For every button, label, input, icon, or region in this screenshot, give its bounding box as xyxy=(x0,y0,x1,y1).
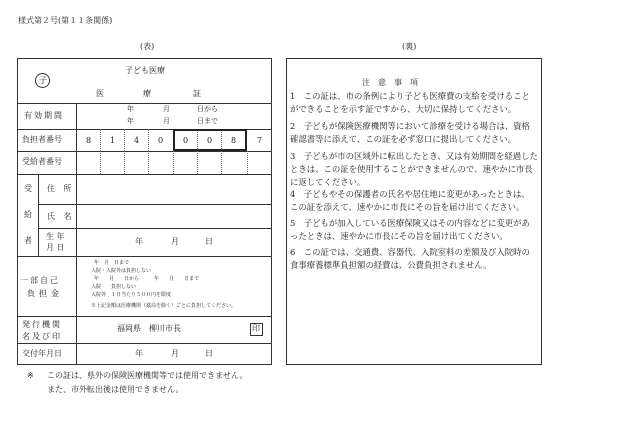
label-separator xyxy=(76,103,77,174)
payer-number-label: 負担者番号 xyxy=(22,135,62,144)
copay-note: ※上記金額は医療機関（薬局を除く）ごとに負担してください。 xyxy=(91,303,237,309)
row-divider xyxy=(17,151,272,152)
child-mark: 子 xyxy=(39,76,47,85)
cert-char: 医 xyxy=(96,89,104,98)
note-item: 2 子どもが保険医療機関等において診療を受ける場合は、資格確認書等に添えて、この証を必ず窓口に提出してください。 xyxy=(290,121,530,144)
payer-digit: 4 xyxy=(134,136,140,145)
validity-label: 有効期間 xyxy=(24,111,64,120)
row-divider xyxy=(17,316,272,317)
note-item: 5 子どもが加入している医療保険又はその内容などに変更があったときは、速やかに市長にその旨を届け出てください。 xyxy=(290,218,530,241)
form-page: 様式第２号(第１１条関係) (表) (裏) 子 子ども医療 医 療 証 有効期間 年 月 日から 年 月 日まで 負担者番号 8 1 4 0 0 0 8 7 受給者番号 受 給 者 住 所 氏 名 生 年 月 日 年 月 日 一部自己 負担金 年 月 日まで 入院・入院外は負担しない 年 月 日から 年 月 日まで 入院 負担しない 入院外 １日当たり５００円を限度 ※上記金額は医療機関（薬局を除く）ごとに負担してください。 発行機関 名及び印 福岡県 柳川市長 印 交付年月日 年 月 日 注 意 事 項 1 この証は、市の条例により子ども医療費の支給を受けることができることを示す証ですから、大切に保持してください。 2 子どもが保険医療機関等において診療を受ける場合は、資格確認書等に添えて、この証を必ず窓口に提出してください。 3 子どもが市の区域外に転出したとき、又は有効期間を経過したときは、この証を使用することができませんので、速やかに市長に返してください。 4 子どもやその保護者の氏名や居住地に変更があったときは、この証を添えて、速やかに市長にその旨を届け出てください。 5 子どもが加入している医療保険又はその内容などに変更があったときは、速やかに市長にその旨を届け出てください。 6 この証では、交通費、容器代、入院室料の差額及び入院時の食事療養標準負担額の経費は、公費負担されません。 ※ この証は、県外の保険医療機関等では使用できません。 また、市外転出後は使用できません。 xyxy=(0,0,630,439)
row-divider xyxy=(38,228,272,229)
issuer-label: 名及び印 xyxy=(22,332,62,341)
row-divider xyxy=(17,174,272,175)
copay-label: 負担金 xyxy=(27,289,63,298)
seal-icon: 印 xyxy=(252,324,260,333)
note-item: 1 この証は、市の条例により子ども医療費の支給を受けることができることを示す証ですから、大切に保持してください。 xyxy=(290,91,530,114)
payer-digit: 8 xyxy=(231,136,237,145)
label-separator xyxy=(76,256,77,365)
row-divider xyxy=(17,103,272,104)
footnote-line: この証は、県外の保険医療機関等では使用できません。 xyxy=(47,371,248,380)
payer-digit: 0 xyxy=(158,136,164,145)
back-side-label: (裏) xyxy=(402,42,417,51)
notes-heading: 注 意 事 項 xyxy=(362,78,418,87)
label-separator xyxy=(76,174,77,256)
payer-digit: 0 xyxy=(183,136,189,145)
note-item: 3 子どもが市の区域外に転出したとき、又は有効期間を経過したときは、この証を使用することができませんので、速やかに市長に返してください。 xyxy=(290,151,538,187)
cert-char: 証 xyxy=(193,89,201,98)
note-item: 6 この証では、交通費、容器代、入院室料の差額及び入院時の食事療養標準負担額の経費は、公費負担されません。 xyxy=(290,247,530,270)
form-number: 様式第２号(第１１条関係) xyxy=(18,16,113,25)
label-separator xyxy=(38,174,39,256)
row-divider xyxy=(38,204,272,205)
recipient-side-char: 給 xyxy=(24,210,32,219)
recipient-side-char: 者 xyxy=(24,236,32,245)
issue-date-label: 交付年月日 xyxy=(22,349,62,358)
copay-line: 入院・入院外は負担しない xyxy=(91,268,152,274)
payer-digit: 7 xyxy=(257,136,263,145)
copay-label: 一部自己 xyxy=(20,276,60,285)
cert-char: 療 xyxy=(143,89,151,98)
footnote-mark: ※ xyxy=(27,371,34,380)
recipient-side-char: 受 xyxy=(24,184,32,193)
footnote-line: また、市外転出後は使用できません。 xyxy=(47,385,184,394)
copay-line: 入院 負担しない xyxy=(91,284,137,290)
copay-line: 年 月 日から 年 月 日まで xyxy=(94,276,200,282)
issuer-label: 発行機関 xyxy=(22,320,62,329)
copay-line: 入院外 １日当たり５００円を限度 xyxy=(91,292,172,298)
card-heading: 子ども医療 xyxy=(125,66,165,75)
front-side-label: (表) xyxy=(140,42,155,51)
recipient-number-label: 受給者番号 xyxy=(22,157,62,166)
copay-line: 年 月 日まで xyxy=(94,260,130,266)
issuer-name: 福岡県 柳川市長 xyxy=(117,324,181,333)
address-label: 住 所 xyxy=(47,184,75,193)
name-label: 氏 名 xyxy=(47,212,75,221)
note-item: 4 子どもやその保護者の氏名や居住地に変更があったときは、この証を添えて、速やかに市長にその旨を届け出てください。 xyxy=(290,189,530,212)
payer-digit: 1 xyxy=(110,136,116,145)
birth-label: 月 日 xyxy=(46,243,65,252)
birth-label: 生 年 xyxy=(46,232,65,241)
row-divider xyxy=(17,343,272,344)
row-divider xyxy=(17,256,272,257)
payer-digit: 0 xyxy=(207,136,213,145)
payer-digit: 8 xyxy=(86,136,92,145)
